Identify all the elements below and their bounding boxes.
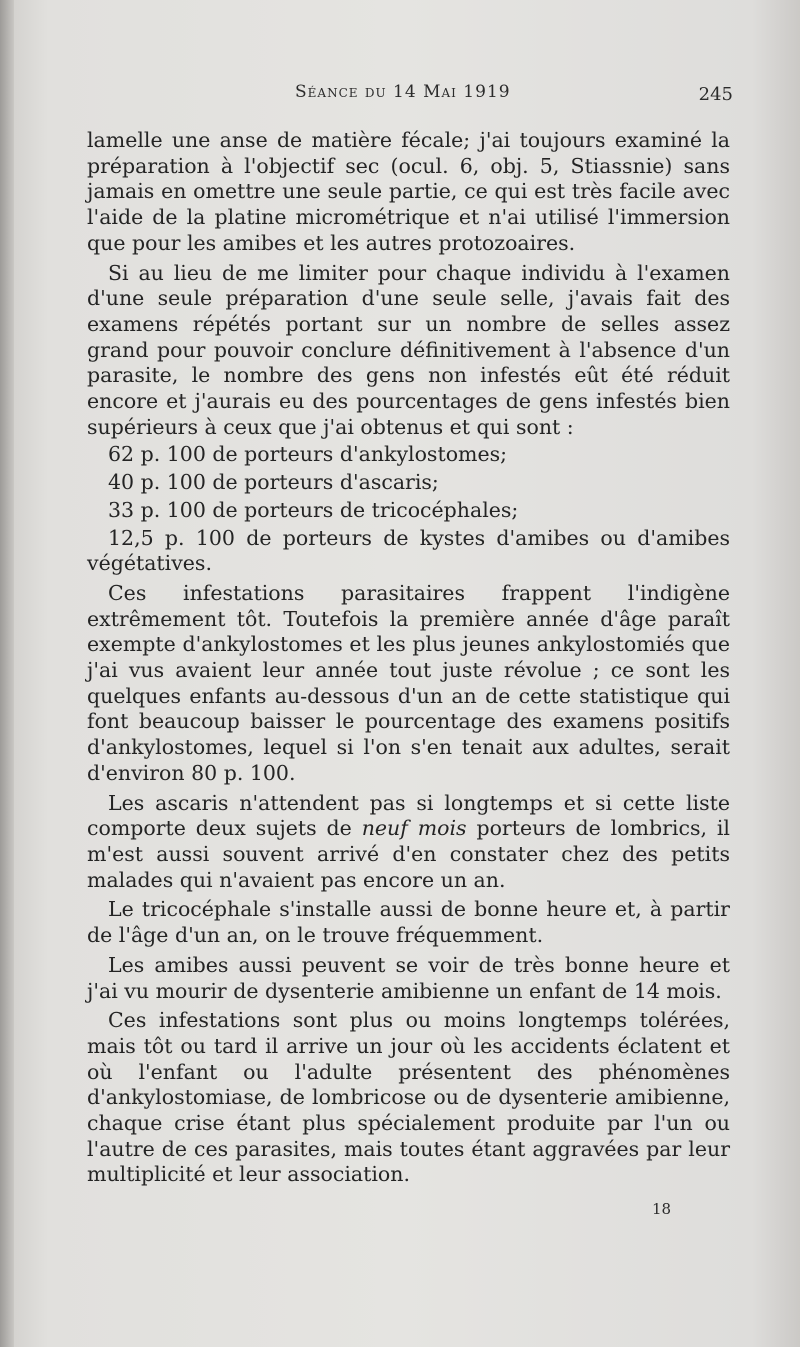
paragraph-hypothesis: Si au lieu de me limiter pour chaque individu à l'examen d'une seule préparation d'une seule selle, j'avais fait des examens répétés portant sur un nombre de selles assez grand pour pouvoir conclure définitivement à l'absence d'un parasite, le nombre des gens non infestés eût été réduit encore et j'aurais eu des pourcentages de gens infestés bien supérieurs à ceux que j'ai obtenus et qui sont : (87, 260, 730, 439)
list-item-ascaris: 40 p. 100 de porteurs d'ascaris; (108, 470, 439, 495)
list-item-amibes: 12,5 p. 100 de porteurs de kystes d'amibes ou d'amibes végétatives. (87, 525, 730, 576)
paragraph-tricocephale: Le tricocéphale s'installe aussi de bonne heure et, à partir de l'âge d'un an, on le trouve fréquemment. (87, 897, 730, 948)
paragraph-conclusion: Ces infestations sont plus ou moins longtemps tolérées, mais tôt ou tard il arrive un jour où les accidents éclatent et où l'enfant ou l'adulte présentent des phénomènes d'ankylostomiase, de lombricose ou de dysenterie amibienne, chaque crise étant plus spécialement produite par l'un ou l'autre de ces parasites, mais toutes étant aggravées par leur multiplicité et leur association. (87, 1008, 730, 1187)
paragraph-amibes: Les amibes aussi peuvent se voir de très bonne heure et j'ai vu mourir de dysenterie amibienne un enfant de 14 mois. (87, 952, 730, 1003)
italic-neuf-mois: neuf mois (361, 816, 467, 841)
running-title: Séance du 14 Mai 1919 (295, 82, 511, 102)
paragraph-continued: lamelle une anse de matière fécale; j'ai toujours examiné la préparation à l'objectif sec (ocul. 6, obj. 5, Stiassnie) sans jamais en omettre une seule partie, ce qui est très facile avec l'aide de la platine micrométrique et n'ai utilisé l'immersion que pour les amibes et les autres protozoaires. (87, 128, 730, 255)
binding-gutter (0, 0, 14, 1347)
list-item-tricocephales: 33 p. 100 de porteurs de tricocéphales; (108, 497, 519, 522)
paragraph-ascaris (87, 791, 730, 894)
page-number: 245 (698, 84, 733, 105)
page-header (85, 78, 735, 114)
signature-mark: 18 (652, 1200, 672, 1218)
paragraph-ascaris-before: Les ascaris n'attendent pas si longtemps et si cette liste comporte deux sujets de (87, 790, 730, 841)
body-text (87, 128, 730, 1188)
paragraph-early-infestation: Ces infestations parasitaires frappent l'indigène extrêmement tôt. Toutefois la première année d'âge paraît exempte d'ankylostomes et les plus jeunes ankylostomiés que j'ai vus avaient leur année tout juste révolue ; ce sont les quelques enfants au-dessous d'un an de cette statistique qui font beaucoup baisser le pourcentage des examens positifs d'ankylostomes, lequel si l'on s'en tenait aux adultes, serait d'environ 80 p. 100. (87, 580, 730, 785)
paragraph-ascaris-after: porteurs de lombrics, il m'est aussi souvent arrivé d'en constater chez des petits malades qui n'avaient pas encore un an. (87, 816, 730, 892)
list-item-ankylostomes: 62 p. 100 de porteurs d'ankylostomes; (108, 442, 508, 467)
